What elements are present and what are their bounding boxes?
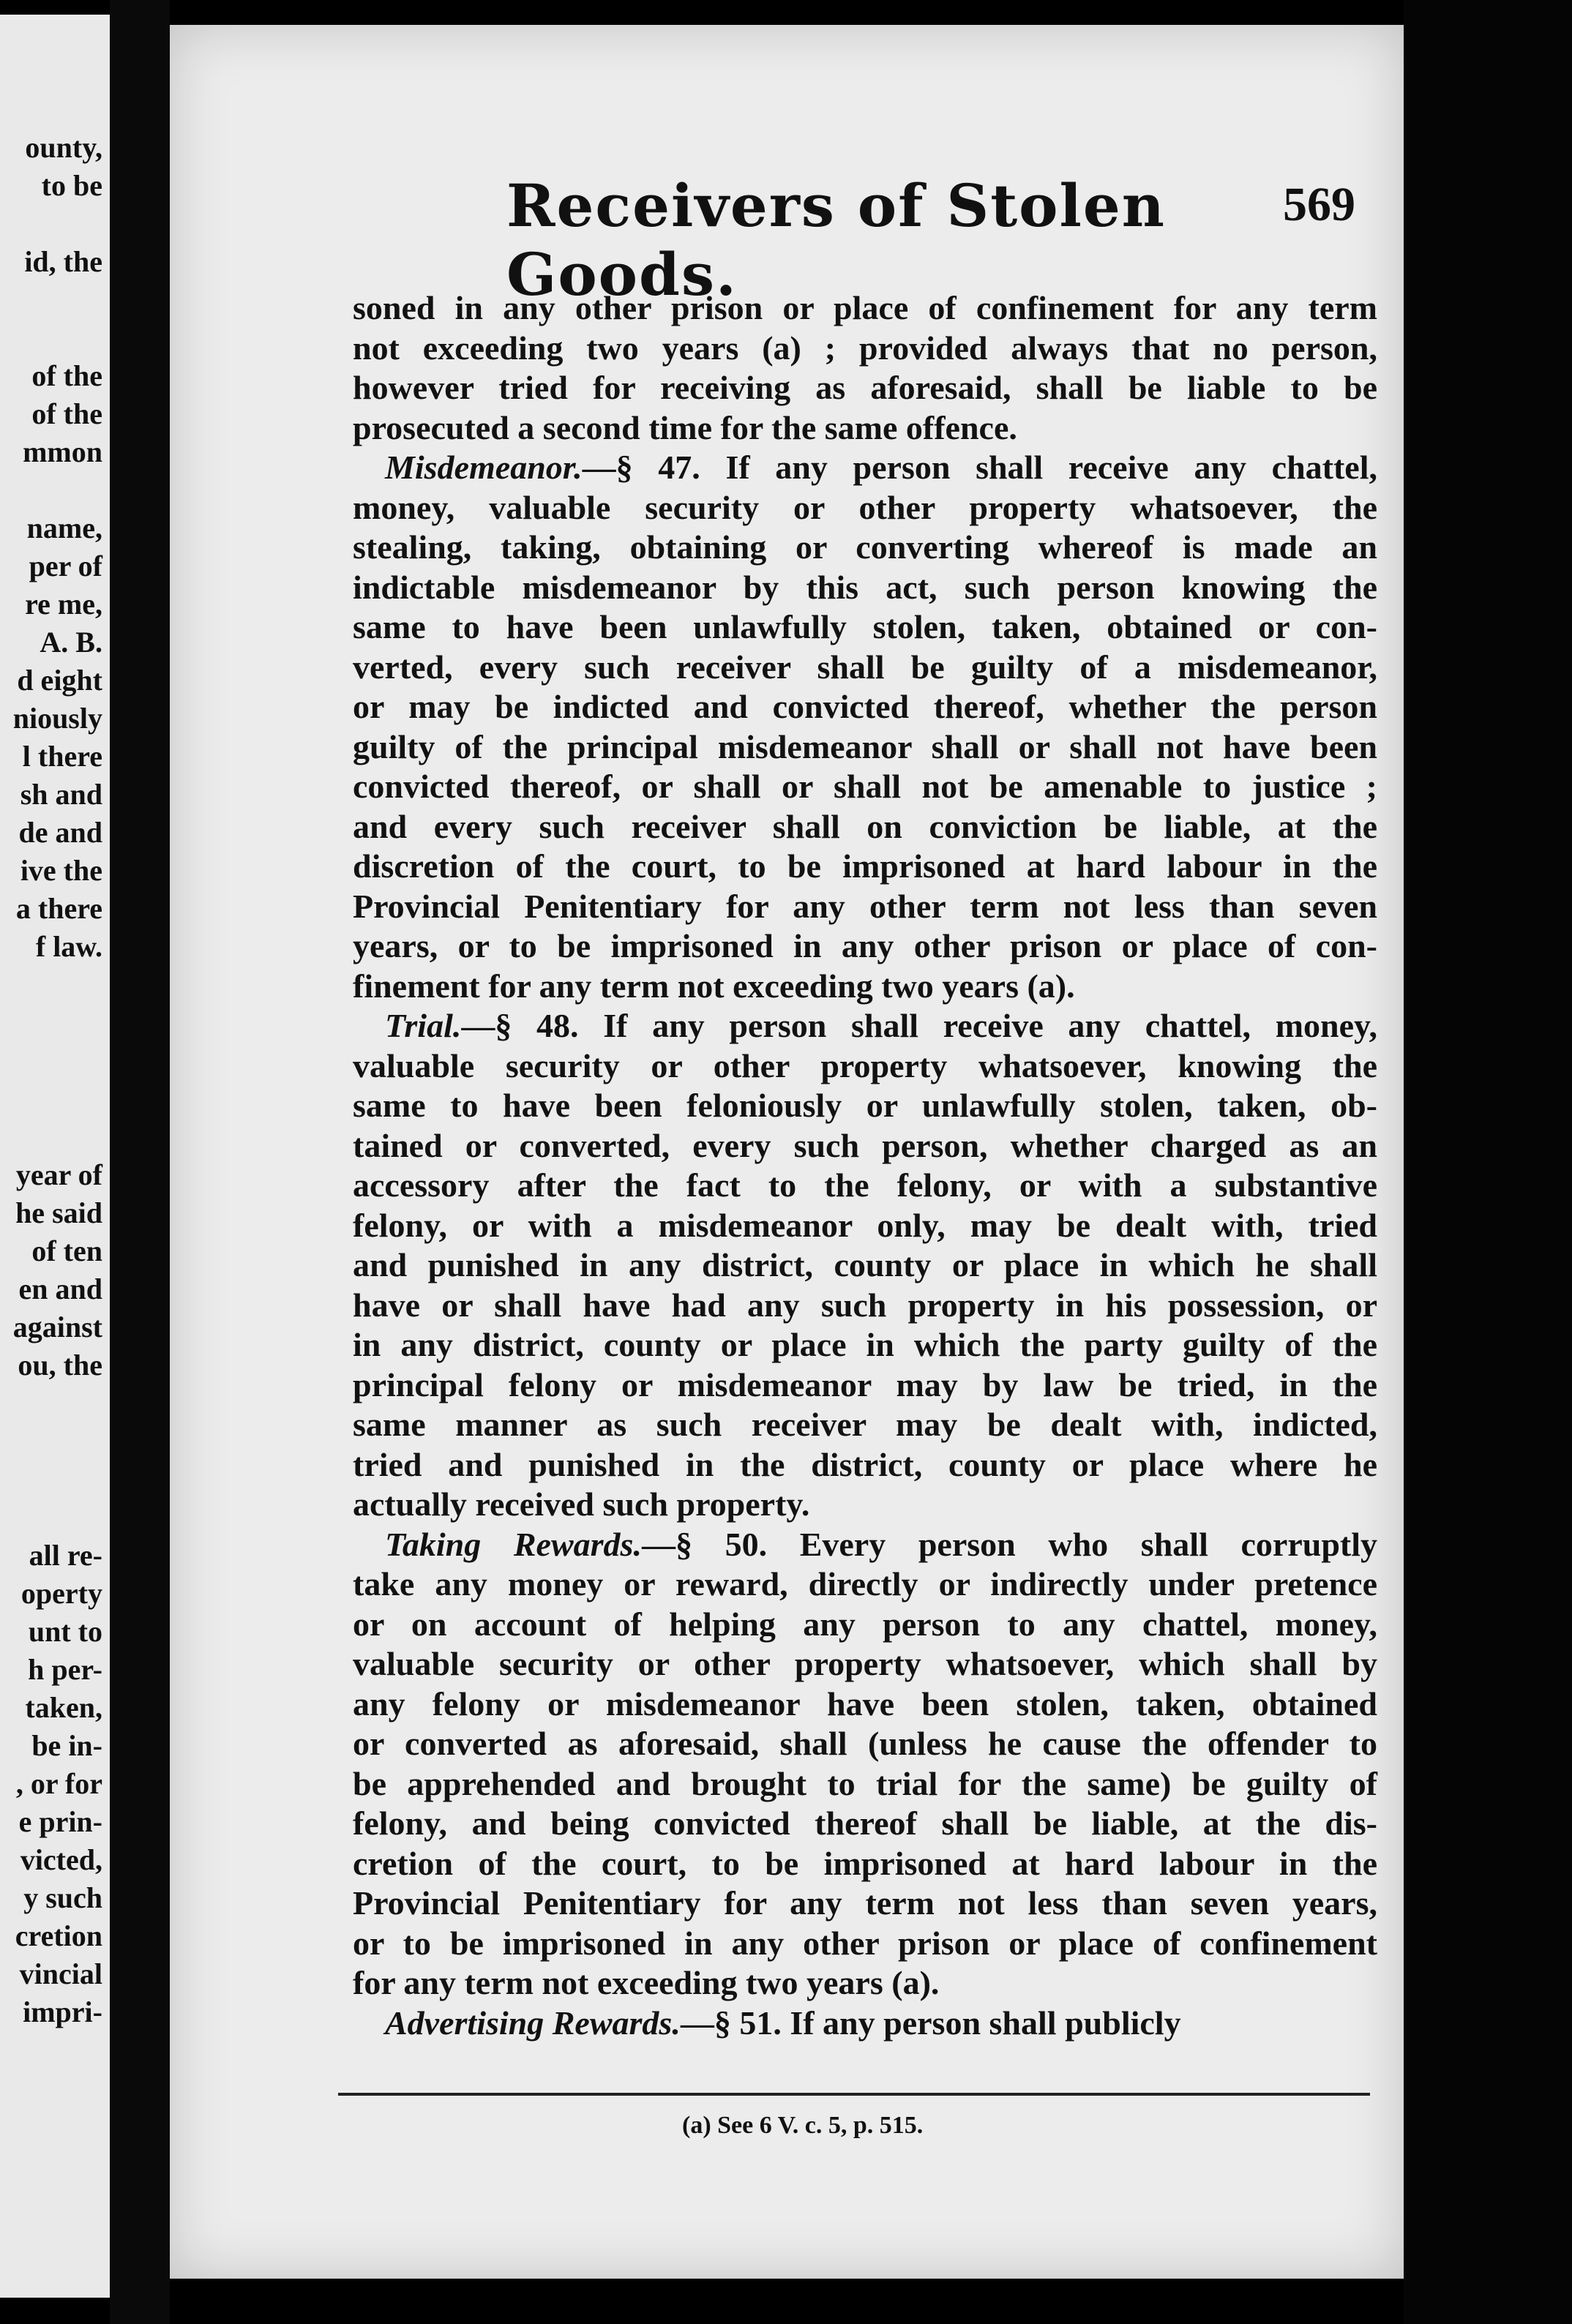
line-text: take any money or reward, directly or indirectly under pretence [353,1565,1377,1603]
facing-page-line [0,1422,102,1461]
page-number: 569 [1283,178,1355,231]
line-text: years, or to be imprisoned in any other prison or place of con- [353,927,1377,964]
paragraph-trial [353,1006,1377,1525]
line-text: be apprehended and brought to trial for the same) be guilty of [353,1764,1377,1802]
text-line [353,1086,1377,1126]
line-text: prosecuted a second time for the same offence. [353,408,1017,446]
text-line [353,926,1377,967]
facing-page-line [0,281,102,319]
line-text: guilty of the principal misdemeanor shall or shall not have been [353,727,1377,765]
line-text: soned in any other prison or place of confinement for any term [353,289,1377,326]
facing-page-line: vincial [19,1957,102,1990]
facing-page-line: sh and [20,778,102,811]
line-text: or on account of helping any person to any chattel, money, [353,1605,1377,1643]
text-line [353,408,1377,449]
text-line [353,1445,1377,1485]
text-line [353,528,1377,568]
facing-page-line: h per- [28,1653,102,1686]
facing-page-line [0,1080,102,1118]
text-line [353,568,1377,608]
footnote-rule [338,2093,1370,2096]
section-heading: Taking Rewards. [385,1525,642,1563]
facing-page-line [0,1499,102,1537]
text-line [353,1245,1377,1286]
line-text: tained or converted, every such person, whether charged as an [353,1126,1377,1164]
facing-page-line: he said [15,1196,102,1229]
facing-page-line: niously [12,702,102,735]
text-line [353,887,1377,927]
text-line [353,288,1377,329]
paragraph-taking-rewards [353,1525,1377,2003]
facing-page-line [0,1461,102,1499]
facing-page-line [0,91,102,129]
text-line [353,807,1377,847]
text-line [353,1564,1377,1605]
text-line [353,1126,1377,1166]
facing-page-line: f law. [35,930,102,963]
text-line [353,1325,1377,1365]
line-text: same to have been feloniously or unlawfully stolen, taken, ob- [353,1087,1377,1124]
line-text: and every such receiver shall on conviction be liable, at the [353,807,1377,845]
facing-page-line: be in- [31,1729,102,1762]
facing-page-line: d eight [17,664,102,697]
section-heading: Misdemeanor. [385,449,583,486]
line-text: same manner as such receiver may be dealt with, indicted, [353,1406,1377,1443]
line-text: cretion of the court, to be imprisoned at hard labour in the [353,1844,1377,1882]
facing-page-line: name, [26,511,102,544]
line-text: or to be imprisoned in any other prison or place of confinement [353,1924,1377,1962]
facing-page-line [0,15,102,53]
facing-page-line: per of [29,550,102,582]
facing-page-line: of ten [31,1234,102,1267]
facing-page-line: of the [31,397,102,430]
line-text: any felony or misdemeanor have been stolen, taken, obtained [353,1684,1377,1723]
paragraph-misdemeanor [353,448,1377,1006]
line-text: actually received such property. [353,1485,810,1523]
line-text: accessory after the fact to the felony, or with a substantive [353,1166,1377,1204]
line-text: —§ 48. If any person shall receive any chattel, money, [461,1007,1377,1044]
text-line [353,1365,1377,1406]
text-line [353,1166,1377,1206]
facing-page-line: re me, [25,588,102,621]
text-line [353,1724,1377,1764]
facing-page-line [0,471,102,509]
facing-page-line [0,1042,102,1080]
line-text: principal felony or misdemeanor may by law be tried, in the [353,1365,1377,1403]
line-text: indictable misdemeanor by this act, such person knowing the [353,568,1377,606]
text-line [353,1286,1377,1326]
line-text: —§ 50. Every person who shall corruptly [641,1525,1377,1563]
facing-page-line: against [12,1311,102,1343]
text-line [353,727,1377,768]
text-line [353,847,1377,887]
facing-page-line: impri- [23,1995,102,2028]
facing-page-line: to be [41,169,102,202]
body-text [353,288,1377,2043]
text-line [353,2003,1377,2044]
line-text: felony, or with a misdemeanor only, may be dealt with, tried [353,1206,1377,1244]
facing-page-line [0,319,102,357]
line-text: discretion of the court, to be imprisoned at hard labour in the [353,847,1377,885]
facing-page-line: all re- [29,1539,102,1572]
facing-page-line: year of [15,1158,102,1191]
facing-page-line [0,205,102,243]
paragraph-continuation [353,288,1377,448]
text-line [353,1883,1377,1924]
line-text: finement for any term not exceeding two years (a). [353,967,1075,1005]
book-page [170,25,1404,2279]
line-text: for any term not exceeding two years (a). [353,1964,940,2001]
facing-page-line: ou, the [18,1349,102,1382]
text-line [353,1644,1377,1684]
running-head: Receivers of Stolen Goods. [506,171,1166,309]
right-gutter [1404,0,1572,2324]
facing-page-line: ive the [20,854,102,887]
facing-page-line: e prin- [18,1805,102,1838]
line-text: or may be indicted and convicted thereof, whether the person [353,688,1377,725]
text-line [353,607,1377,648]
line-text: convicted thereof, or shall or shall not be amenable to justice ; [353,768,1377,805]
facing-page-line: of the [31,359,102,392]
text-line [353,1006,1377,1046]
text-line [353,1525,1377,1565]
facing-page-line [0,53,102,91]
text-line [353,1405,1377,1445]
text-line [353,648,1377,688]
text-line [353,448,1377,488]
facing-page-line: en and [18,1272,102,1305]
text-line [353,1804,1377,1844]
text-line [353,1206,1377,1246]
text-line [353,1605,1377,1645]
text-line [353,687,1377,727]
line-text: Provincial Penitentiary for any other term not less than seven [353,887,1377,925]
facing-page-line: taken, [25,1691,102,1724]
section-heading: Advertising Rewards. [385,2003,681,2042]
line-text: verted, every such receiver shall be guilty of a misdemeanor, [353,648,1377,686]
facing-page-line: , or for [15,1767,102,1800]
facing-page-line: mmon [23,435,102,468]
facing-page-text [0,15,102,2031]
facing-page-line: unt to [28,1615,102,1648]
line-text: have or shall have had any such property in his possession, or [353,1286,1377,1324]
text-line [353,1485,1377,1525]
line-text: Provincial Penitentiary for any term not less than seven years, [353,1884,1377,1922]
line-text: or converted as aforesaid, shall (unless he cause the offender to [353,1725,1377,1762]
facing-page-line: a there [15,892,102,925]
facing-page-line: cretion [15,1919,102,1952]
facing-page-line: A. B. [40,626,102,659]
line-text: and punished in any district, county or place in which he shall [353,1246,1377,1283]
line-text: —§ 47. If any person shall receive any chattel, [582,449,1377,486]
facing-page [0,15,110,2298]
text-line [353,1046,1377,1087]
footnote: (a) See 6 V. c. 5, p. 515. [682,2112,924,2139]
text-line [353,1764,1377,1804]
text-line [353,767,1377,807]
text-line [353,967,1377,1007]
facing-page-line: victed, [20,1843,102,1876]
line-text: —§ 51. If any person shall publicly [680,2003,1181,2042]
left-gutter [110,0,170,2324]
facing-page-line [0,1004,102,1042]
facing-page-line [0,966,102,1004]
line-text: same to have been unlawfully stolen, taken, obtained or con- [353,608,1377,645]
text-line [353,368,1377,408]
line-text: tried and punished in the district, county or place where he [353,1445,1377,1483]
facing-page-line: ounty, [25,131,102,164]
text-line [353,329,1377,369]
text-line [353,1924,1377,1964]
facing-page-line: l there [22,740,102,773]
line-text: however tried for receiving as aforesaid, shall be liable to be [353,369,1377,406]
line-text: felony, and being convicted thereof shall be liable, at the dis- [353,1804,1377,1842]
line-text: valuable security or other property whatsoever, knowing the [353,1046,1377,1084]
line-text: money, valuable security or other property whatsoever, the [353,488,1377,526]
text-line [353,1684,1377,1725]
facing-page-line [0,1384,102,1422]
text-line [353,1963,1377,2003]
line-text: not exceeding two years (a) ; provided always that no person, [353,329,1377,367]
facing-page-line: de and [18,816,102,849]
facing-page-line [0,1118,102,1156]
section-heading: Trial. [385,1007,462,1044]
facing-page-line: operty [20,1577,102,1610]
line-text: in any district, county or place in which the party guilty of the [353,1326,1377,1363]
line-text: stealing, taking, obtaining or converting whereof is made an [353,528,1377,566]
facing-page-line: id, the [24,245,102,278]
text-line [353,488,1377,528]
text-line [353,1844,1377,1884]
facing-page-line: y such [23,1881,102,1914]
line-text: valuable security or other property whatsoever, which shall by [353,1645,1377,1682]
paragraph-advertising-rewards [353,2003,1377,2044]
